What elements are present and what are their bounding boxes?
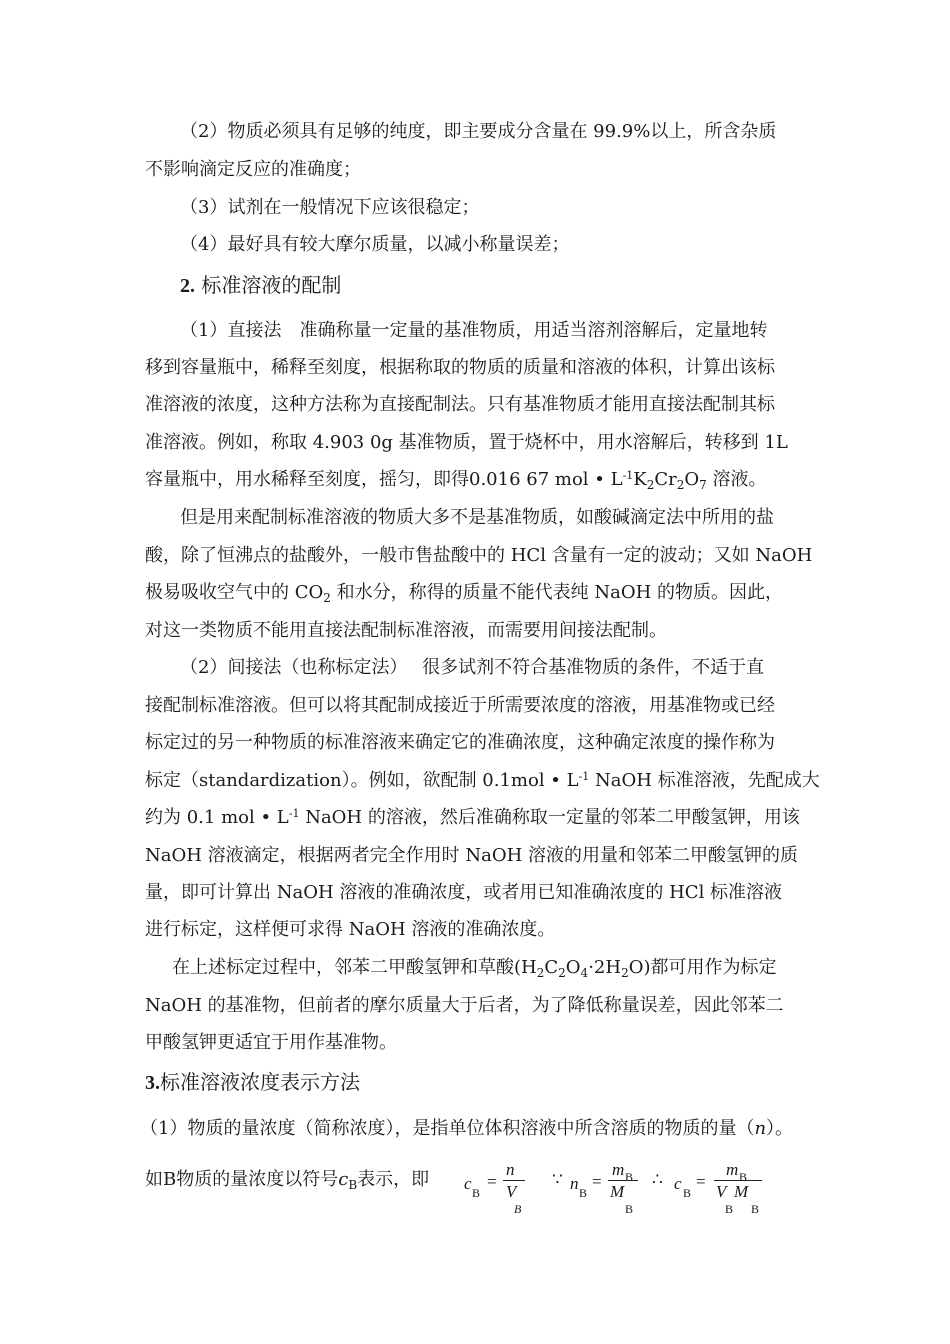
text: 准溶液的浓度，这种方法称为直接配制法。只有基准物质才能用直接法配制其标 — [145, 394, 775, 415]
text: （2）间接法（也称标定法） 很多试剂不符合基准物质的条件，不适于直 — [180, 657, 765, 678]
text: 但是用来配制标准溶液的物质大多不是基准物质，如酸碱滴定法中所用的盐 — [180, 507, 774, 528]
text: O — [565, 957, 581, 978]
text: （1）直接法 准确称量一定量的基准物质，用适当溶剂溶解后，定量地转 — [180, 320, 768, 341]
subscript: 2 — [323, 591, 331, 605]
text-line — [145, 880, 815, 906]
formula-subscript: B — [625, 1202, 634, 1216]
formula-denominator: M — [610, 1182, 625, 1201]
text: O — [684, 469, 700, 490]
text: NaOH 的基准物，但前者的摩尔质量大于后者，为了降低称量误差，因此邻苯二 — [145, 995, 784, 1016]
text: 不影响滴定反应的准确度； — [145, 159, 361, 180]
text: 容量瓶中，用水稀释至刻度，摇匀，即得0.016 67 mol • L — [145, 469, 623, 490]
subscript: 4 — [580, 966, 589, 980]
text-line — [145, 430, 815, 456]
text: 和水分，称得的质量不能代表纯 NaOH 的物质。因此， — [330, 582, 784, 603]
text: NaOH 标准溶液，先配成大 — [589, 770, 820, 791]
text: 接配制标准溶液。但可以将其配制成接近于所需要浓度的溶液，用基准物或已经 — [145, 695, 775, 716]
text: ）。 — [766, 1118, 794, 1139]
text: （3）试剂在一般情况下应该很稳定； — [180, 197, 480, 218]
fraction-bar — [608, 1180, 638, 1181]
text: 对这一类物质不能用直接法配制标准溶液，而需要用间接法配制。 — [145, 620, 667, 641]
formula-subscript: B — [683, 1186, 692, 1200]
formula-subscript: B — [579, 1186, 588, 1200]
text-line — [145, 1167, 445, 1193]
text: NaOH 的溶液，然后准确称取一定量的邻苯二甲酸氢钾，用该 — [299, 807, 800, 828]
concentration-formula — [460, 1160, 800, 1220]
formula-equals: = — [592, 1172, 602, 1191]
text: 在上述标定过程中，邻苯二甲酸氢钾和草酸(H — [172, 957, 537, 978]
text-line — [145, 730, 815, 756]
text-line — [145, 157, 815, 183]
section-heading — [145, 1069, 815, 1096]
text: O)都可用作为标定 — [628, 957, 777, 978]
italic-symbol: n — [754, 1118, 767, 1139]
superscript: -1 — [622, 469, 634, 482]
heading-text: 标准溶液的配制 — [201, 273, 342, 297]
superscript: -1 — [288, 807, 300, 820]
heading-text: 标准溶液浓度表示方法 — [160, 1070, 360, 1094]
text: （1）物质的量浓度（简称浓度），是指单位体积溶液中所含溶质的物质的量（ — [140, 1118, 755, 1139]
text: 表示，即 — [357, 1169, 430, 1190]
formula-denominator: V — [506, 1182, 517, 1201]
subscript: B — [348, 1178, 358, 1192]
formula-subscript: B — [514, 1202, 522, 1216]
text-line — [145, 618, 815, 644]
fraction-bar — [714, 1180, 762, 1181]
because-symbol: ∵ — [552, 1170, 563, 1189]
text: 移到容量瓶中，稀释至刻度，根据称取的物质的质量和溶液的体积，计算出该标 — [145, 357, 775, 378]
heading-number: 3. — [145, 1072, 160, 1094]
text-line — [145, 467, 815, 493]
text: （4）最好具有较大摩尔质量，以减小称量误差； — [180, 234, 570, 255]
text-line — [145, 843, 815, 869]
formula-subscript: B — [739, 1170, 748, 1184]
formula-symbol: c — [674, 1174, 682, 1193]
superscript: -1 — [578, 770, 590, 783]
formula-numerator: m — [726, 1160, 739, 1179]
subscript: 2 — [621, 966, 629, 980]
text: 极易吸收空气中的 CO — [145, 582, 324, 603]
subscript: 2 — [646, 478, 655, 492]
formula-numerator: m — [612, 1160, 625, 1179]
text: 量，即可计算出 NaOH 溶液的准确浓度，或者用已知准确浓度的 HCl 标准溶液 — [145, 882, 783, 903]
formula-subscript: B — [472, 1186, 481, 1200]
formula-symbol: c — [464, 1174, 472, 1193]
subscript: 2 — [536, 966, 545, 980]
text: （2）物质必须具有足够的纯度，即主要成分含量在 99.9%以上，所含杂质 — [180, 121, 777, 142]
subscript: 7 — [699, 478, 707, 492]
subscript: 2 — [676, 478, 685, 492]
text: 标定过的另一种物质的标准溶液来确定它的准确浓度，这种确定浓度的操作称为 — [145, 732, 775, 753]
text: Cr — [654, 469, 677, 490]
text: K — [633, 469, 647, 490]
italic-symbol: c — [338, 1169, 349, 1190]
formula-subscript: B — [625, 1170, 634, 1184]
text: 酸，除了恒沸点的盐酸外，一般市售盐酸中的 HCl 含量有一定的波动；又如 NaOH — [145, 545, 813, 566]
text: ·2H — [588, 957, 622, 978]
fraction-bar — [503, 1180, 525, 1181]
text-line — [180, 655, 815, 681]
formula-numerator: n — [506, 1160, 515, 1179]
formula-denominator: M — [734, 1182, 749, 1201]
text-line — [180, 505, 815, 531]
text-line — [145, 993, 815, 1019]
formula-equals: = — [487, 1172, 497, 1191]
text: 如B物质的量浓度以符号 — [145, 1169, 339, 1190]
text-line — [145, 355, 815, 381]
text: 约为 0.1 mol • L — [145, 807, 289, 828]
text-line — [172, 955, 842, 981]
text-line — [145, 805, 815, 831]
heading-number: 2. — [180, 275, 195, 297]
formula-subscript: B — [751, 1202, 760, 1216]
formula-subscript: B — [725, 1202, 734, 1216]
text-line — [145, 543, 815, 569]
text: 进行标定，这样便可求得 NaOH 溶液的准确浓度。 — [145, 919, 556, 940]
text-line — [180, 119, 815, 145]
text-line — [180, 232, 815, 258]
text: 标定（standardization）。例如，欲配制 0.1mol • L — [145, 770, 579, 791]
text-line — [145, 1030, 815, 1056]
text: 准溶液。例如，称取 4.903 0g 基准物质，置于烧杯中，用水溶解后，转移到 1L — [145, 432, 788, 453]
text-line — [145, 693, 815, 719]
text: 甲酸氢钾更适宜于用作基准物。 — [145, 1032, 397, 1053]
text-line — [180, 195, 815, 221]
section-heading — [180, 272, 850, 299]
therefore-symbol: ∴ — [652, 1170, 663, 1189]
text: C — [544, 957, 559, 978]
text-line — [145, 392, 815, 418]
text-line — [145, 580, 815, 606]
text-line — [145, 768, 820, 794]
text-line — [145, 917, 815, 943]
formula-denominator: V — [716, 1182, 727, 1201]
text: NaOH 溶液滴定，根据两者完全作用时 NaOH 溶液的用量和邻苯二甲酸氢钾的质 — [145, 845, 799, 866]
formula-equals: = — [696, 1172, 706, 1191]
text: 溶液。 — [706, 469, 767, 490]
subscript: 2 — [558, 966, 566, 980]
text-line — [140, 1116, 815, 1142]
formula-symbol: n — [570, 1174, 579, 1193]
text-line — [180, 318, 815, 344]
